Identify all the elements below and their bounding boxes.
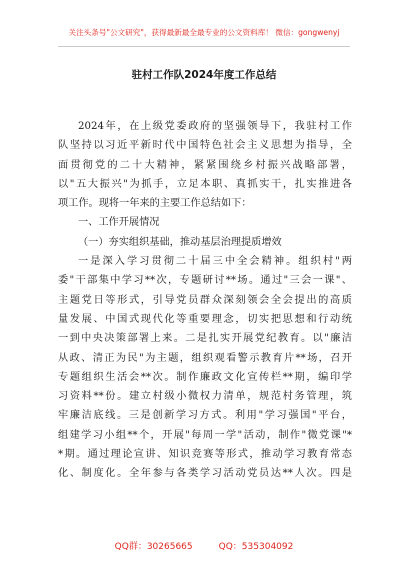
section-heading: 一、工作开展情况 — [78, 217, 160, 229]
paragraph-line: 习资料**份。建立村级小微权力清单，规范村务管理，筑 — [58, 391, 352, 403]
paragraph-line: 2024年，在上级党委政府的坚强领导下，我驻村工作 — [78, 121, 352, 132]
paragraph-line: 专题组织生活会**次。制作廉政文化宣传栏**期，编印学 — [58, 371, 352, 383]
paragraph-line: 组建学习小组**个，开展"每周一学"活动，制作"微党课"* — [58, 429, 352, 441]
footer-contact — [0, 539, 408, 552]
paragraph-line: 队坚持以习近平新时代中国特色社会主义思想为指导，全 — [58, 140, 352, 152]
footer-qq: QQ：535304092 — [218, 542, 294, 552]
paragraph-line: 面贯彻党的二十大精神，紧紧围绕乡村振兴战略部署， — [58, 159, 352, 171]
paragraph-line: 以"五大振兴"为抓手，立足本职、真抓实干，扎实推进各 — [58, 178, 352, 190]
paragraph-line: 项工作。现将一年来的主要工作总结如下： — [58, 198, 252, 210]
paragraph-line: *期。通过理论宣讲、知识竞赛等形式，推动学习教育常态 — [58, 449, 352, 461]
subsection-heading: （一）夯实组织基础，推动基层治理提质增效 — [78, 236, 282, 248]
paragraph-line: 量发展、中国式现代化等重要理念，切实把思想和行动统 — [58, 313, 352, 325]
paragraph-line: 从政、清正为民"为主题，组织观看警示教育片**场，召开 — [58, 352, 352, 364]
document-title: 驻村工作队2024年度工作总结 — [131, 69, 277, 81]
paragraph-line: 一是深入学习贯彻二十届三中全会精神。组织村"两 — [78, 256, 352, 268]
paragraph-line: 一到中央决策部署上来。二是扎实开展党纪教育。以"廉洁 — [58, 333, 352, 345]
footer-qq-group: QQ群：30265665 — [114, 542, 193, 552]
document-body — [58, 117, 352, 484]
header-divider — [58, 46, 350, 47]
paragraph-line: 化、制度化。全年参与各类学习活动党员达**人次。四是 — [58, 468, 352, 480]
paragraph-line: 委"干部集中学习**次，专题研讨**场。通过"三会一课"、 — [58, 275, 352, 287]
paragraph-line: 牢廉洁底线。三是创新学习方式。利用"学习强国"平台， — [58, 410, 352, 422]
header-banner: 关注头条号"公文研究"，获得最新最全最专业的公文资料库！ 微信：gongwenyj — [68, 28, 340, 37]
paragraph-line: 主题党日等形式，引导党员群众深刻领会全会提出的高质 — [58, 294, 352, 306]
